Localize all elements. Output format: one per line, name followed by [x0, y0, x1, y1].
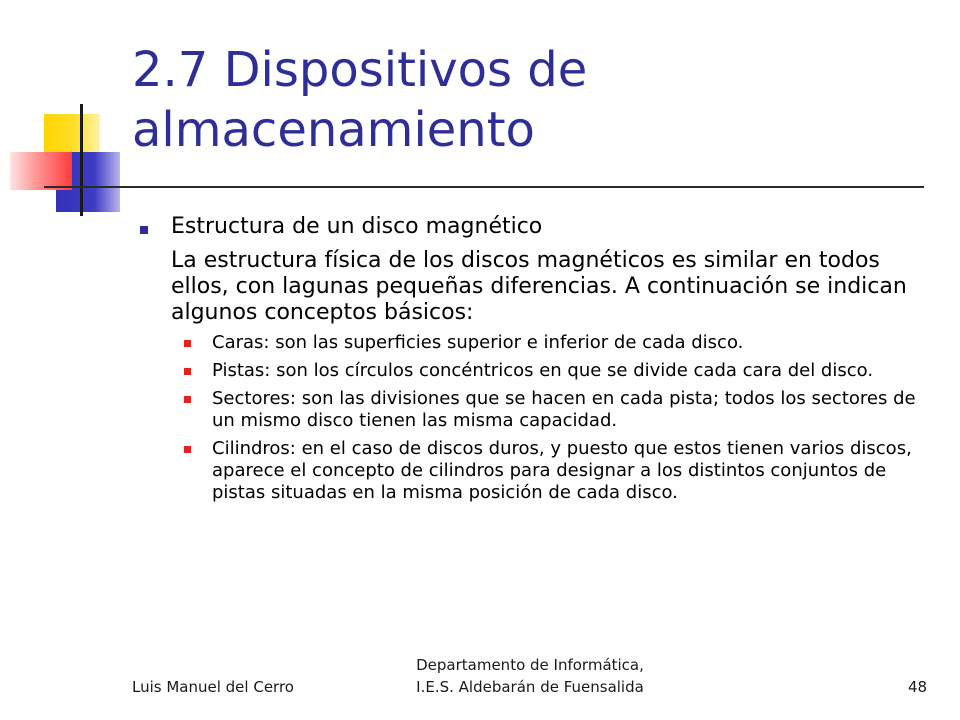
- slide-body: [140, 214, 940, 510]
- concepts-list: [140, 332, 940, 504]
- footer-department-line1: Departamento de Informática,: [416, 656, 644, 674]
- footer-author: Luis Manuel del Cerro: [132, 678, 294, 696]
- title-underline: [44, 186, 924, 188]
- list-item-text: Caras: son las superficies superior e inferior de cada disco.: [212, 332, 744, 353]
- footer-department-line2: I.E.S. Aldebarán de Fuensalida: [416, 678, 644, 696]
- list-item-text: Cilindros: en el caso de discos duros, y puesto que estos tienen varios discos, aparece el concepto de cilindros para designar a los distintos conjuntos de pistas situadas en la misma posición de cada disco.: [212, 438, 912, 503]
- page-number: 48: [908, 678, 928, 696]
- logo-vertical-line: [80, 104, 83, 216]
- list-item: [184, 438, 940, 504]
- list-item-text: Sectores: son las divisiones que se hacen en cada pista; todos los sectores de un mismo disco tienen las misma capacidad.: [212, 388, 916, 431]
- square-bullet-icon: [184, 368, 191, 375]
- square-bullet-icon: [184, 446, 191, 453]
- section-heading: Estructura de un disco magnético: [171, 214, 543, 239]
- slide-footer: [0, 650, 960, 710]
- square-bullet-icon: [184, 340, 191, 347]
- list-item: [184, 388, 940, 432]
- slide-logo-decoration: [0, 0, 140, 220]
- footer-department: [380, 654, 680, 698]
- list-item-text: Pistas: son los círculos concéntricos en que se divide cada cara del disco.: [212, 360, 874, 381]
- intro-paragraph: La estructura física de los discos magnéticos es similar en todos ellos, con lagunas pequeñas diferencias. A continuación se indican algunos conceptos básicos:: [171, 248, 907, 325]
- bullet-item-level1: [140, 214, 940, 326]
- slide-title: 2.7 Dispositivos de almacenamiento: [132, 42, 588, 158]
- list-item: [184, 360, 940, 382]
- list-item: [184, 332, 940, 354]
- logo-red-square: [10, 152, 72, 190]
- square-bullet-icon: [140, 226, 148, 234]
- square-bullet-icon: [184, 396, 191, 403]
